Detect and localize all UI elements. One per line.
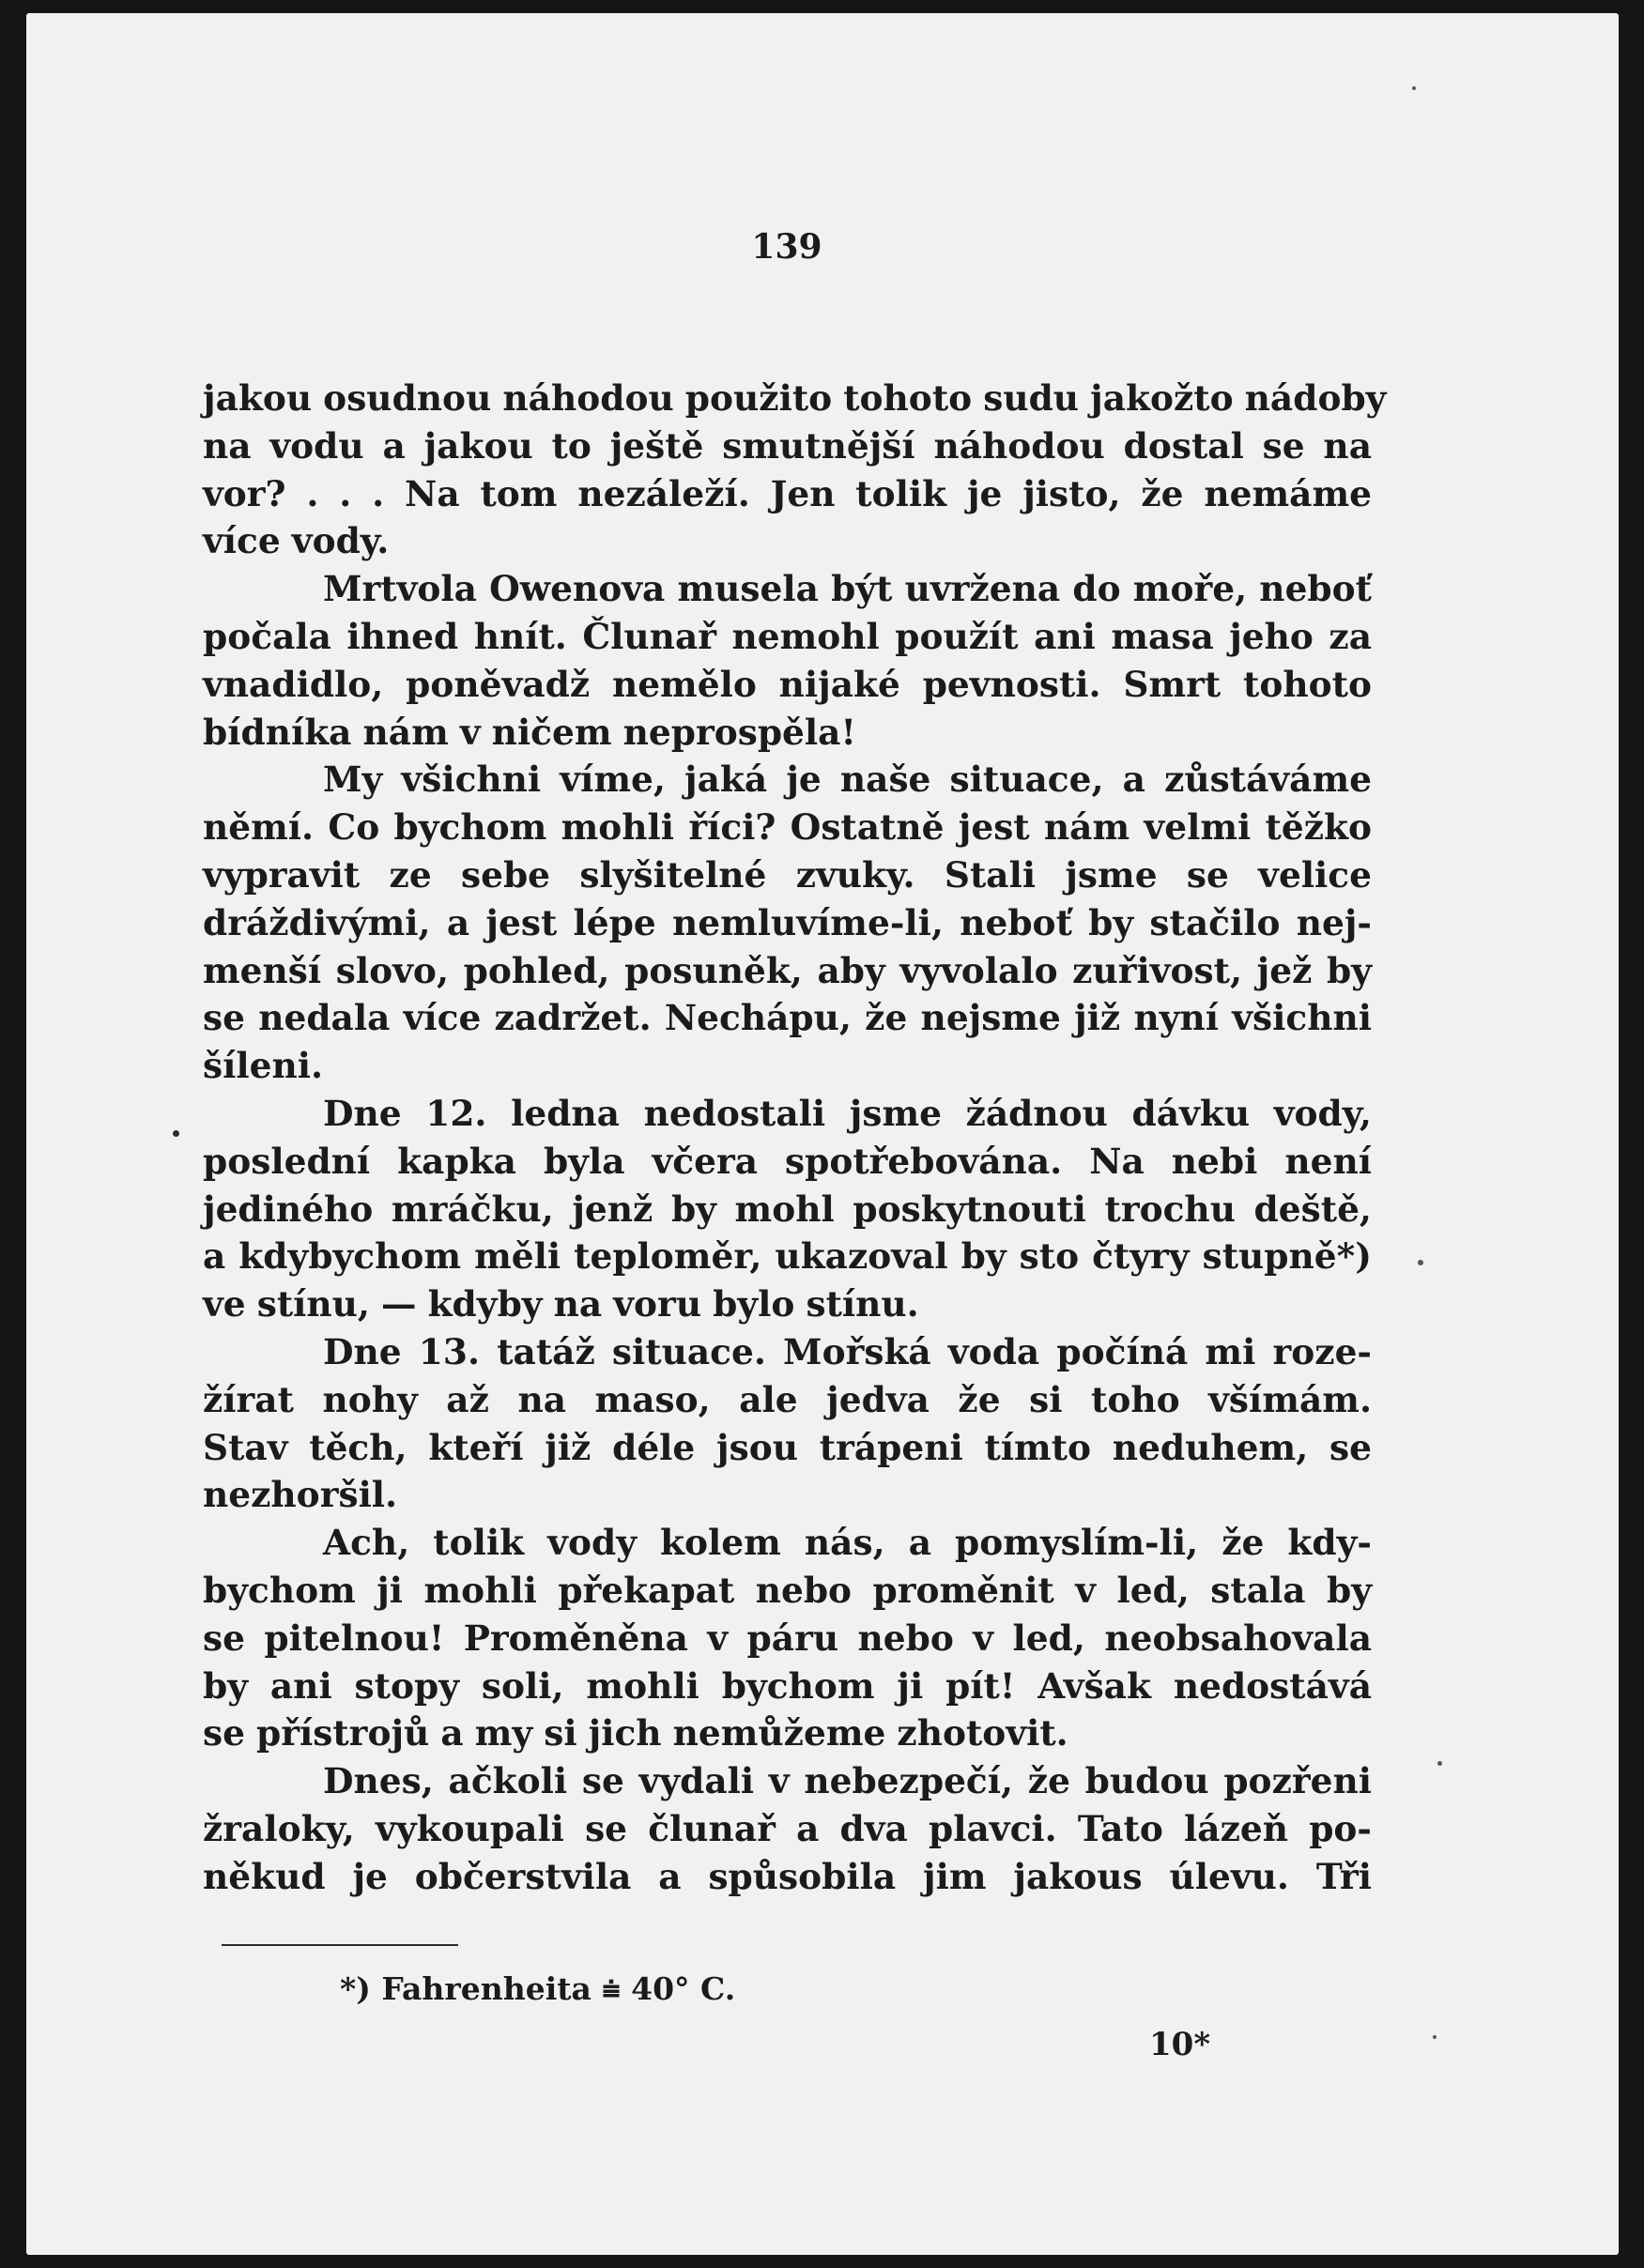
- text-line: se nedala více zadržet. Nechápu, že nejsme již nyní všichni: [203, 997, 1372, 1039]
- paragraph: [203, 375, 1387, 565]
- text-line: dráždivými, a jest lépe nemluvíme-li, neboť by stačilo nej-: [203, 901, 1372, 943]
- paragraph: [203, 565, 1372, 756]
- text-line: jakou osudnou náhodou použito tohoto sudu jakožto nádoby: [203, 377, 1387, 419]
- text-line: menší slovo, pohled, posuněk, aby vyvolalo zuřivost, jež by: [203, 949, 1372, 991]
- text-line: němí. Co bychom mohli říci? Ostatně jest nám velmi těžko: [203, 806, 1372, 849]
- text-line: Ach, tolik vody kolem nás, a pomyslím-li, že kdy-: [323, 1522, 1372, 1564]
- footnote-rule: [222, 1944, 458, 1946]
- dust-speck: [1437, 1761, 1442, 1766]
- dust-speck: [1433, 2035, 1437, 2039]
- text-line: počala ihned hnít. Člunař nemohl použít ani masa jeho za: [203, 615, 1372, 657]
- text-line: žraloky, vykoupali se člunař a dva plavci. Tato lázeň po-: [203, 1807, 1372, 1849]
- text-line: se přístrojů a my si jich nemůžeme zhotovit.: [203, 1712, 1068, 1755]
- book-page: [26, 13, 1619, 2255]
- text-line: bychom ji mohli překapat nebo proměnit v led, stala by: [203, 1569, 1372, 1611]
- text-line: Dnes, ačkoli se vydali v nebezpečí, že budou pozřeni: [323, 1760, 1372, 1802]
- text-line: někud je občerstvila a spůsobila jim jakous úlevu. Tři: [203, 1855, 1372, 1897]
- text-line: Dne 12. ledna nedostali jsme žádnou dávku vody,: [323, 1092, 1372, 1134]
- text-line: My všichni víme, jaká je naše situace, a zůstáváme: [323, 759, 1372, 801]
- text-line: na vodu a jakou to ještě smutnější náhodou dostal se na: [203, 424, 1372, 467]
- text-line: nezhoršil.: [203, 1474, 398, 1516]
- text-line: by ani stopy soli, mohli bychom ji pít! Avšak nedostává: [203, 1664, 1372, 1707]
- page-number: 139: [751, 227, 822, 267]
- text-line: vnadidlo, poněvadž nemělo nijaké pevnosti. Smrt tohoto: [203, 663, 1372, 705]
- paragraph: [203, 1090, 1372, 1328]
- text-line: jediného mráčku, jenž by mohl poskytnouti trochu deště,: [203, 1188, 1372, 1230]
- text-line: bídníka nám v ničem neprospěla!: [203, 711, 856, 753]
- paragraph: [203, 1519, 1372, 1757]
- printer-signature: 10*: [1149, 2026, 1211, 2063]
- body-text: [203, 375, 1387, 1901]
- text-line: vor? . . . Na tom nezáleží. Jen tolik je jisto, že nemáme: [203, 472, 1372, 514]
- dust-speck: [1412, 86, 1416, 90]
- paragraph: [203, 1757, 1372, 1900]
- text-line: Stav těch, kteří již déle jsou trápeni tímto neduhem, se: [203, 1426, 1372, 1468]
- paragraph: [203, 1328, 1372, 1519]
- paragraph: [203, 756, 1372, 1090]
- text-line: ve stínu, — kdyby na voru bylo stínu.: [203, 1283, 919, 1326]
- margin-mark: [173, 1130, 179, 1137]
- text-line: a kdybychom měli teploměr, ukazoval by sto čtyry stupně*): [203, 1235, 1372, 1278]
- text-line: Mrtvola Owenova musela být uvržena do moře, neboť: [323, 568, 1372, 610]
- text-line: šíleni.: [203, 1045, 324, 1087]
- text-line: poslední kapka byla včera spotřebována. Na nebi není: [203, 1140, 1372, 1182]
- text-line: vypravit ze sebe slyšitelné zvuky. Stali jsme se velice: [203, 853, 1372, 896]
- text-line: Dne 13. tatáž situace. Mořská voda počíná mi roze-: [323, 1330, 1372, 1372]
- text-line: se pitelnou! Proměněna v páru nebo v led, neobsahovala: [203, 1617, 1372, 1659]
- dust-speck: [1418, 1260, 1423, 1265]
- text-line: více vody.: [203, 520, 390, 562]
- footnote: *) Fahrenheita ⩧ 40° C.: [340, 1970, 736, 2007]
- text-line: žírat nohy až na maso, ale jedva že si toho všímám.: [203, 1378, 1372, 1420]
